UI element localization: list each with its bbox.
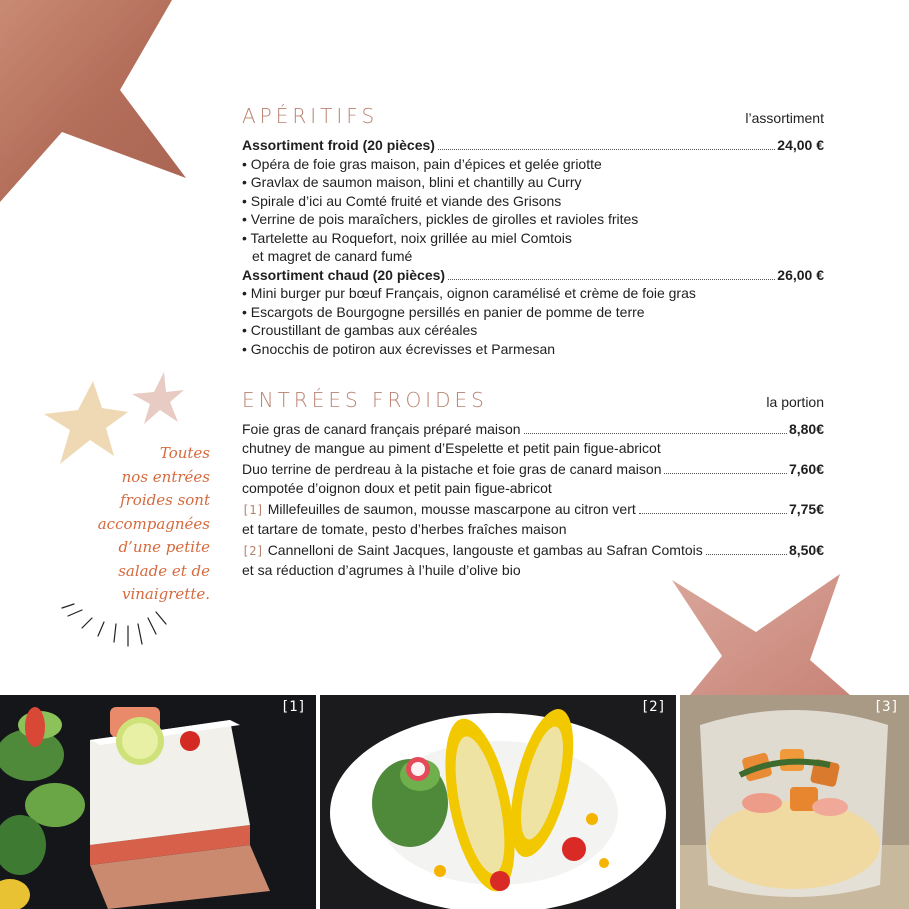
dish-price: 8,50€ [788, 542, 824, 558]
list-item: • Croustillant de gambas aux céréales [242, 322, 478, 338]
salad-note [70, 442, 210, 607]
list-item: • Spirale d’ici au Comté fruité et viande des Grisons [242, 192, 562, 209]
list-item: • Gravlax de saumon maison, blini et chantilly au Curry [242, 174, 582, 190]
dish-row [242, 541, 824, 561]
leader-dots [664, 473, 786, 474]
dish-name-wrap [242, 500, 636, 520]
dish-name: Cannelloni de Saint Jacques, langouste et gambas au Safran Comtois [267, 542, 703, 558]
dish-price: 7,60€ [788, 461, 824, 477]
leader-dots [448, 279, 775, 280]
photo-tag: [2] [640, 699, 666, 715]
photo-tag: [1] [280, 699, 306, 715]
dish-name-wrap [242, 541, 703, 561]
leader-dots [706, 554, 787, 555]
list-item: • Opéra de foie gras maison, pain d’épices et gelée griotte [242, 155, 602, 172]
list-item: • Mini burger pur bœuf Français, oignon caramélisé et crème de foie gras [242, 285, 696, 301]
dish-name: Foie gras de canard français préparé maison [242, 421, 521, 437]
dish-detail: compotée d’oignon doux et petit pain figue-abricot [242, 479, 552, 496]
leader-dots [639, 513, 787, 514]
cannelloni-plate-photo [320, 695, 676, 909]
pink-star-icon [128, 370, 188, 430]
hot-assortment-row [242, 266, 824, 285]
copper-star-top-left-icon [0, 0, 200, 210]
list-item: et magret de canard fumé [252, 248, 413, 264]
list-item: • Gnocchis de potiron aux écrevisses et Parmesan [242, 340, 556, 357]
dish-price: 8,80€ [788, 421, 824, 437]
note-line: accompagnées [97, 514, 210, 533]
aperitifs-unit: l’assortiment [745, 110, 824, 126]
cold-assortment-name: Assortiment froid (20 pièces) [242, 137, 435, 153]
leader-dots [524, 433, 787, 434]
dish-detail: chutney de mangue au piment d’Espelette et petit pain figue-abricot [242, 439, 661, 456]
hot-assortment-name: Assortiment chaud (20 pièces) [242, 266, 446, 283]
dish-name: Millefeuilles de saumon, mousse mascarpone au citron vert [267, 501, 636, 517]
leader-dots [438, 149, 775, 150]
cold-assortment-price: 24,00 € [777, 137, 824, 153]
cold-assortment-row [242, 136, 824, 155]
photo-ref: [2] [242, 544, 264, 558]
list-item: • Escargots de Bourgogne persillés en panier de pomme de terre [242, 303, 645, 320]
note-line: salade et de [118, 561, 210, 580]
aperitifs-section [242, 104, 824, 358]
list-item: • Tartelette au Roquefort, noix grillée au miel Comtois [242, 229, 572, 246]
dish-row [242, 460, 824, 479]
copper-star-right-icon [660, 570, 909, 700]
photo-ref: [1] [242, 503, 264, 517]
entrees-section [242, 388, 824, 579]
note-line: nos entrées [121, 467, 210, 486]
salmon-millefeuille-photo [0, 695, 316, 909]
note-line: froides sont [120, 491, 210, 509]
dish-detail: et tartare de tomate, pesto d’herbes fraîches maison [242, 520, 567, 537]
note-line: d’une petite [118, 538, 210, 556]
sparkle-lines-icon [58, 594, 178, 654]
list-item: • Verrine de pois maraîchers, pickles de girolles et ravioles frites [242, 211, 639, 227]
entrees-unit: la portion [766, 394, 824, 410]
verrine-jar-photo [680, 695, 909, 909]
dish-detail: et sa réduction d’agrumes à l’huile d’olive bio [242, 561, 521, 578]
dish-row [242, 420, 824, 439]
dish-price: 7,75€ [788, 501, 824, 517]
note-line: vinaigrette. [121, 585, 210, 603]
dish-name: Duo terrine de perdreau à la pistache et foie gras de canard maison [242, 461, 662, 477]
note-line: Toutes [159, 444, 210, 462]
dish-row [242, 500, 824, 520]
hot-assortment-price: 26,00 € [777, 266, 824, 283]
entrees-title: ENTRÉES FROIDES [242, 388, 488, 412]
aperitifs-title: APÉRITIFS [242, 104, 379, 128]
photo-tag: [3] [873, 699, 899, 715]
